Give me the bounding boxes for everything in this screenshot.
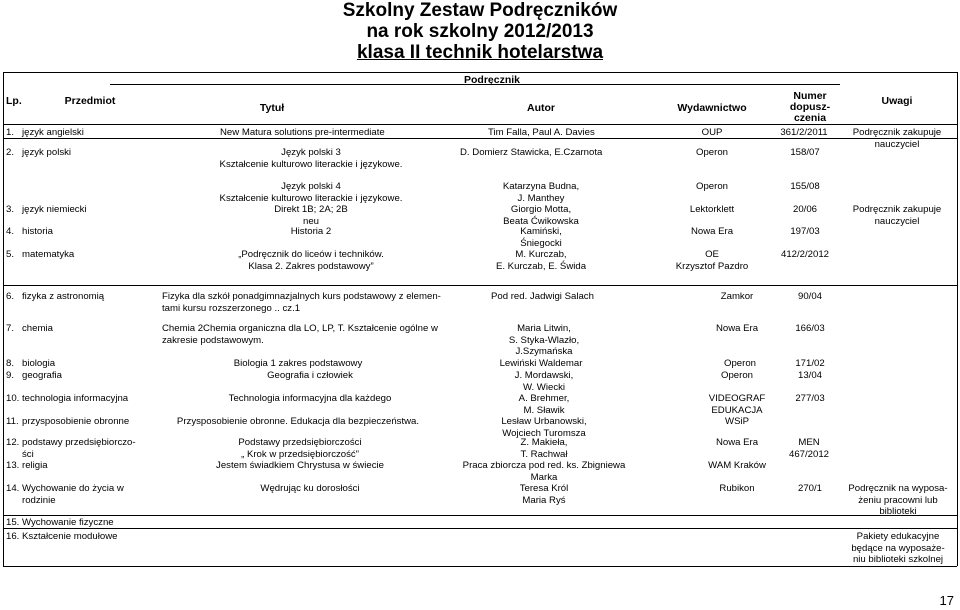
row-author: J. Mordawski, bbox=[514, 370, 574, 381]
row-publisher: WAM Kraków bbox=[708, 460, 766, 471]
row-title: Język polski 4 bbox=[281, 181, 341, 192]
row-publisher: OUP bbox=[701, 127, 723, 138]
section-divider bbox=[3, 285, 957, 286]
row-title: Kształcenie kulturowo literackie i językowe. bbox=[219, 192, 403, 204]
row-notes: niu biblioteki szkolnej bbox=[852, 554, 944, 565]
row-divider bbox=[3, 528, 957, 529]
row-lp: 14. bbox=[6, 483, 20, 494]
row-subject: Kształcenie modułowe bbox=[22, 531, 118, 542]
row-lp: 13. bbox=[6, 460, 20, 471]
row-subject: historia bbox=[22, 226, 53, 237]
row-number: 270/1 bbox=[797, 483, 823, 494]
row-subject: biologia bbox=[22, 358, 56, 369]
row-title: Kształcenie kulturowo literackie i językowe. bbox=[219, 158, 403, 170]
row-notes: nauczyciel bbox=[874, 215, 920, 227]
row-author: Teresa Król bbox=[519, 483, 569, 494]
row-publisher: Krzysztof Pazdro bbox=[675, 260, 749, 272]
row-number: 158/07 bbox=[790, 147, 820, 158]
page-number: 17 bbox=[939, 593, 954, 608]
row-number: 467/2012 bbox=[788, 448, 830, 460]
row-number: 277/03 bbox=[795, 393, 825, 404]
row-author: T. Rachwał bbox=[520, 448, 568, 460]
row-title: Podstawy przedsiębiorczości bbox=[238, 437, 362, 448]
row-author: W. Wiecki bbox=[522, 381, 566, 393]
header-lp: Lp. bbox=[6, 95, 22, 107]
row-notes: Podręcznik zakupuje bbox=[852, 204, 942, 215]
row-author: Wojciech Turomsza bbox=[502, 427, 586, 439]
header-textbook: Podręcznik bbox=[463, 74, 521, 86]
doc-title-line2: na rok szkolny 2012/2013 bbox=[366, 21, 594, 42]
row-publisher: Rubikon bbox=[719, 483, 755, 494]
row-lp: 5. bbox=[6, 249, 15, 260]
row-publisher: Nowa Era bbox=[715, 437, 759, 448]
row-title: Direkt 1B; 2A; 2B bbox=[274, 204, 348, 215]
row-lp: 1. bbox=[6, 127, 15, 138]
row-lp: 15. bbox=[6, 517, 20, 528]
row-author: Śniegocki bbox=[520, 237, 562, 249]
row-notes: będące na wyposaże- bbox=[851, 542, 945, 554]
row-number: 171/02 bbox=[795, 358, 825, 369]
row-title: „Podręcznik do liceów i techników. bbox=[238, 249, 384, 260]
row-publisher: Nowa Era bbox=[690, 226, 734, 237]
row-subject: religia bbox=[22, 460, 48, 471]
row-author: E. Kurczab, E. Świda bbox=[495, 260, 587, 272]
doc-title-line3: klasa II technik hotelarstwa bbox=[356, 42, 604, 63]
row-title: Jestem świadkiem Chrystusa w świecie bbox=[216, 460, 384, 471]
row-author: Katarzyna Budna, bbox=[502, 181, 580, 192]
row-notes: nauczyciel bbox=[874, 138, 920, 150]
row-lp: 2. bbox=[6, 147, 15, 158]
row-author: Z. Makieła, bbox=[520, 437, 568, 448]
row-notes: biblioteki bbox=[879, 506, 917, 517]
row-publisher: Nowa Era bbox=[715, 323, 759, 334]
row-author: A. Brehmer, bbox=[518, 393, 570, 404]
row-publisher: Operon bbox=[696, 147, 728, 158]
row-subject: przysposobienie obronne bbox=[22, 416, 130, 427]
row-publisher: EDUKACJA bbox=[711, 404, 763, 416]
row-title: New Matura solutions pre-intermediate bbox=[220, 127, 385, 138]
header-publisher: Wydawnictwo bbox=[677, 102, 747, 114]
table-border-top bbox=[3, 72, 957, 73]
row-number: 197/03 bbox=[790, 226, 820, 237]
row-title: Wędrując ku dorosłości bbox=[260, 483, 360, 494]
row-publisher: VIDEOGRAF bbox=[708, 393, 766, 404]
row-author: Beata Ćwikowska bbox=[503, 215, 579, 227]
row-subject: rodzinie bbox=[22, 494, 56, 506]
table-border-bottom bbox=[3, 566, 957, 567]
row-divider bbox=[3, 515, 957, 516]
row-number: 361/2/2011 bbox=[780, 127, 828, 138]
row-lp: 16. bbox=[6, 531, 20, 542]
row-author: Kamiński, bbox=[520, 226, 562, 237]
table-border-right bbox=[957, 72, 958, 566]
header-number: czenia bbox=[793, 112, 827, 124]
row-lp: 8. bbox=[6, 358, 15, 369]
header-subject: Przedmiot bbox=[64, 95, 116, 107]
row-title: neu bbox=[302, 215, 320, 227]
row-title: Technologia informacyjna dla każdego bbox=[228, 393, 392, 404]
header-bottom-border bbox=[3, 124, 957, 125]
row-subject: język polski bbox=[22, 147, 72, 158]
row-title: Przysposobienie obronne. Edukacja dla bezpieczeństwa. bbox=[176, 416, 420, 427]
row-notes: Podręcznik na wyposa- bbox=[848, 483, 948, 494]
row-subject: Wychowanie do życia w bbox=[22, 483, 124, 494]
row-subject: język angielski bbox=[22, 127, 84, 138]
header-title: Tytuł bbox=[259, 102, 285, 114]
row-author: M. Kurczab, bbox=[515, 249, 567, 260]
row-author: Maria Ryś bbox=[522, 494, 566, 506]
row-subject: geografia bbox=[22, 370, 63, 381]
row-title: Historia 2 bbox=[290, 226, 332, 237]
row-author: Giorgio Motta, bbox=[510, 204, 572, 215]
row-author: S. Styka-Wlazło, bbox=[508, 334, 580, 346]
row-title: Fizyka dla szkół ponadgimnazjalnych kurs podstawowy z elemen- bbox=[162, 291, 441, 302]
row-number: 20/06 bbox=[792, 204, 818, 215]
row-lp: 6. bbox=[6, 291, 15, 302]
row-author: J.Szymańska bbox=[515, 346, 573, 357]
row-title: Język polski 3 bbox=[281, 147, 341, 158]
row-publisher: OE bbox=[705, 249, 719, 260]
row-subject: podstawy przedsiębiorczo- bbox=[22, 437, 136, 448]
row-author: J. Manthey bbox=[517, 192, 565, 204]
row-subject: ści bbox=[22, 448, 34, 460]
row-lp: 10. bbox=[6, 393, 20, 404]
row-author: Lesław Urbanowski, bbox=[501, 416, 587, 427]
row-number: 412/2/2012 bbox=[780, 249, 830, 260]
row-author: Pod red. Jadwigi Salach bbox=[491, 291, 594, 302]
row-subject: matematyka bbox=[22, 249, 75, 260]
row-author: Tim Falla, Paul A. Davies bbox=[488, 127, 595, 138]
row-author: Maria Litwin, bbox=[517, 323, 571, 334]
doc-title-line1: Szkolny Zestaw Podręczników bbox=[342, 0, 618, 21]
row-lp: 7. bbox=[6, 323, 15, 334]
table-border-left bbox=[3, 72, 4, 566]
row-number: 13/04 bbox=[797, 370, 823, 381]
row-publisher: Lektorklett bbox=[689, 204, 735, 215]
row-lp: 4. bbox=[6, 226, 15, 237]
row-title: zakresie podstawowym. bbox=[162, 334, 264, 346]
row-publisher: Zamkor bbox=[720, 291, 754, 302]
row-publisher: Operon bbox=[696, 181, 728, 192]
row-number: 166/03 bbox=[795, 323, 825, 334]
row-title: Klasa 2. Zakres podstawowy” bbox=[248, 260, 374, 272]
row-lp: 11. bbox=[6, 416, 19, 427]
row-author: D. Domierz Stawicka, E.Czarnota bbox=[460, 147, 603, 158]
row-subject: język niemiecki bbox=[22, 204, 87, 215]
row-author: M. Sławik bbox=[523, 404, 565, 416]
row-title: tami kursu rozszerzonego .. cz.1 bbox=[162, 302, 301, 314]
header-author: Autor bbox=[527, 102, 555, 114]
row-number: 155/08 bbox=[790, 181, 820, 192]
row-publisher: Operon bbox=[724, 358, 756, 369]
row-lp: 12. bbox=[6, 437, 20, 448]
row-subject: chemia bbox=[22, 323, 53, 334]
row-publisher: WSiP bbox=[725, 416, 749, 427]
row-lp: 9. bbox=[6, 370, 15, 381]
row-title: Geografia i człowiek bbox=[267, 370, 353, 381]
row-notes: żeniu pracowni lub bbox=[858, 494, 938, 506]
row-number: 90/04 bbox=[797, 291, 823, 302]
row-author: Marka bbox=[530, 471, 558, 483]
row-author: Praca zbiorcza pod red. ks. Zbigniewa bbox=[462, 460, 626, 471]
row-number: MEN bbox=[798, 437, 820, 448]
header-number: Numer bbox=[793, 90, 827, 102]
header-notes: Uwagi bbox=[881, 95, 913, 107]
row-title: Biologia 1 zakres podstawowy bbox=[233, 358, 363, 369]
row-publisher: Operon bbox=[721, 370, 753, 381]
row-subject: technologia informacyjna bbox=[22, 393, 129, 404]
row-subject: Wychowanie fizyczne bbox=[22, 517, 114, 528]
row-notes: Podręcznik zakupuje bbox=[852, 127, 942, 138]
row-author: Lewiński Waldemar bbox=[499, 358, 583, 369]
row-title: „ Krok w przedsiębiorczość” bbox=[241, 448, 359, 460]
row-notes: Pakiety edukacyjne bbox=[856, 531, 940, 542]
row-subject: fizyka z astronomią bbox=[22, 291, 105, 302]
row-lp: 3. bbox=[6, 204, 15, 215]
header-number: dopusz- bbox=[789, 101, 831, 113]
row-title: Chemia 2Chemia organiczna dla LO, LP, T. Kształcenie ogólne w bbox=[162, 323, 438, 334]
